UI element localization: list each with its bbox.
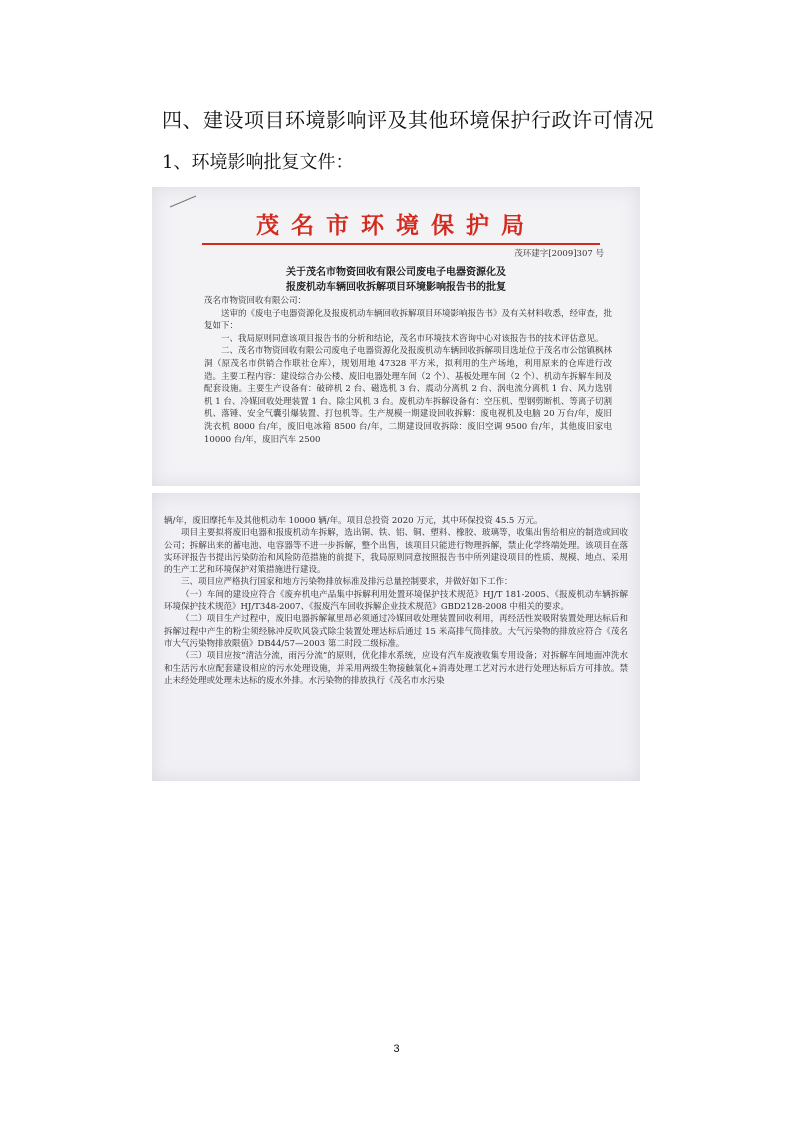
document-number: 茂环建字[2009]307 号 (514, 249, 604, 259)
red-divider (202, 243, 600, 245)
scan2-body (164, 515, 628, 687)
scanned-page-1 (152, 187, 640, 486)
scanned-page-2 (152, 493, 640, 781)
section-heading: 四、建设项目环境影响评及其他环境保护行政许可情况 (162, 108, 654, 132)
section-subheading: 1、环境影响批复文件： (162, 152, 354, 173)
scan2-paragraph: （二）项目生产过程中，废旧电器拆解氟里昂必须通过冷媒回收处理装置回收利用，再经活性炭吸附装置处理达标后和拆解过程中产生的粉尘须经脉冲反吹风袋式除尘装置处理达标后通过 15 米高排气筒排放。大气污染物的排放应符合《茂名市大气污染物排放限值》DB44/57—2003 第二时段二级标准。 (164, 614, 628, 649)
scan2-paragraph: 辆/年，废旧摩托车及其他机动车 10000 辆/年。项目总投资 2020 万元，其中环保投资 45.5 万元。 (164, 516, 543, 526)
bureau-name: 茂名市环境保护局 (256, 212, 536, 239)
scan1-paragraph: 送审的《废电子电器资源化及报废机动车辆回收拆解项目环境影响报告书》及有关材料收悉，经审查，批复如下： (204, 308, 613, 332)
scan2-paragraph: 项目主要拟将废旧电器和报废机动车拆解，选出铜、铁、铝、铜、塑料、橡胶、玻璃等，收集出售给相应的制造或回收公司；拆解出来的蓄电池、电容器等不进一步拆解，整个出售，该项目只能进行物理拆解，禁止化学终端处理。该项目在落实环评报告书提出污染防治和风险防范措施的前提下，我局原则同意按照报告书中所列建设项目的性质、规模、地点、采用的生产工艺和环境保护对策措施进行建设。 (164, 528, 628, 576)
scan1-paragraph: 茂名市物资回收有限公司： (204, 296, 307, 306)
document-title-line-1: 关于茂名市物资回收有限公司废电子电器资源化及 (286, 267, 506, 278)
document-title (152, 265, 640, 295)
scan1-paragraph: 一、我局原则同意该项目报告书的分析和结论，茂名市环境技术咨询中心对该报告书的技术评估意见。 (221, 333, 604, 344)
scan2-paragraph: （三）项目应按“清洁分流，雨污分流”的原则，优化排水系统，应设有汽车废液收集专用设备；对拆解车间地面冲洗水和生活污水应配套建设相应的污水处理设施，并采用两级生物接触氧化+消毒处理工艺对污水进行处理达标后方可排放。禁止未经处理或处理未达标的废水外排。水污染物的排放执行《茂名市水污染 (164, 651, 628, 686)
page-number: 3 (393, 1043, 400, 1055)
scan2-paragraph: 三、项目应严格执行国家和地方污染物排放标准及排污总量控制要求，并做好如下工作： (181, 577, 513, 588)
document-title-line-2: 报废机动车辆回收拆解项目环境影响报告书的批复 (286, 282, 506, 293)
scan1-paragraph: 二、茂名市物资回收有限公司废电子电器资源化及报废机动车辆回收拆解项目选址位于茂名市公馆镇枫林洞（原茂名市供销合作联社仓库），规划用地 47328 平方米，拟利用的生产场地，利用原来的仓库进行改造。主要工程内容：建设综合办公楼、废旧电器处理车间（2 个）、基板处理车间（2 个）、机动车拆解车间及配套设施。主要生产设备有：破碎机 2 台、磁选机 3 台、震动分离机 2 台、涡电流分离机 1 台、风力选别机 1 台、冷媒回收处理装置 1 台、除尘风机 3 台。废机动车拆解设备有：空压机、型钢剪断机、等离子切割机、落锤、安全气囊引爆装置、打包机等。生产规模一期建设回收拆解：废电视机及电脑 20 万台/年，废旧洗衣机 8000 台/年，废旧电冰箱 8500 台/年，二期建设回收拆除：废旧空调 9500 台/年，其他废旧家电 10000 台/年，废旧汽车 2500 (204, 346, 613, 445)
scan2-paragraph: （一）车间的建设应符合《废弃机电产品集中拆解利用处置环境保护技术规范》HJ/T 181-2005、《报废机动车辆拆解环境保护技术规范》HJ/T348-2007、《报废汽车回收拆解企业技术规范》GBD2128-2008 中相关的要求。 (164, 589, 628, 613)
scan1-body (204, 295, 612, 446)
